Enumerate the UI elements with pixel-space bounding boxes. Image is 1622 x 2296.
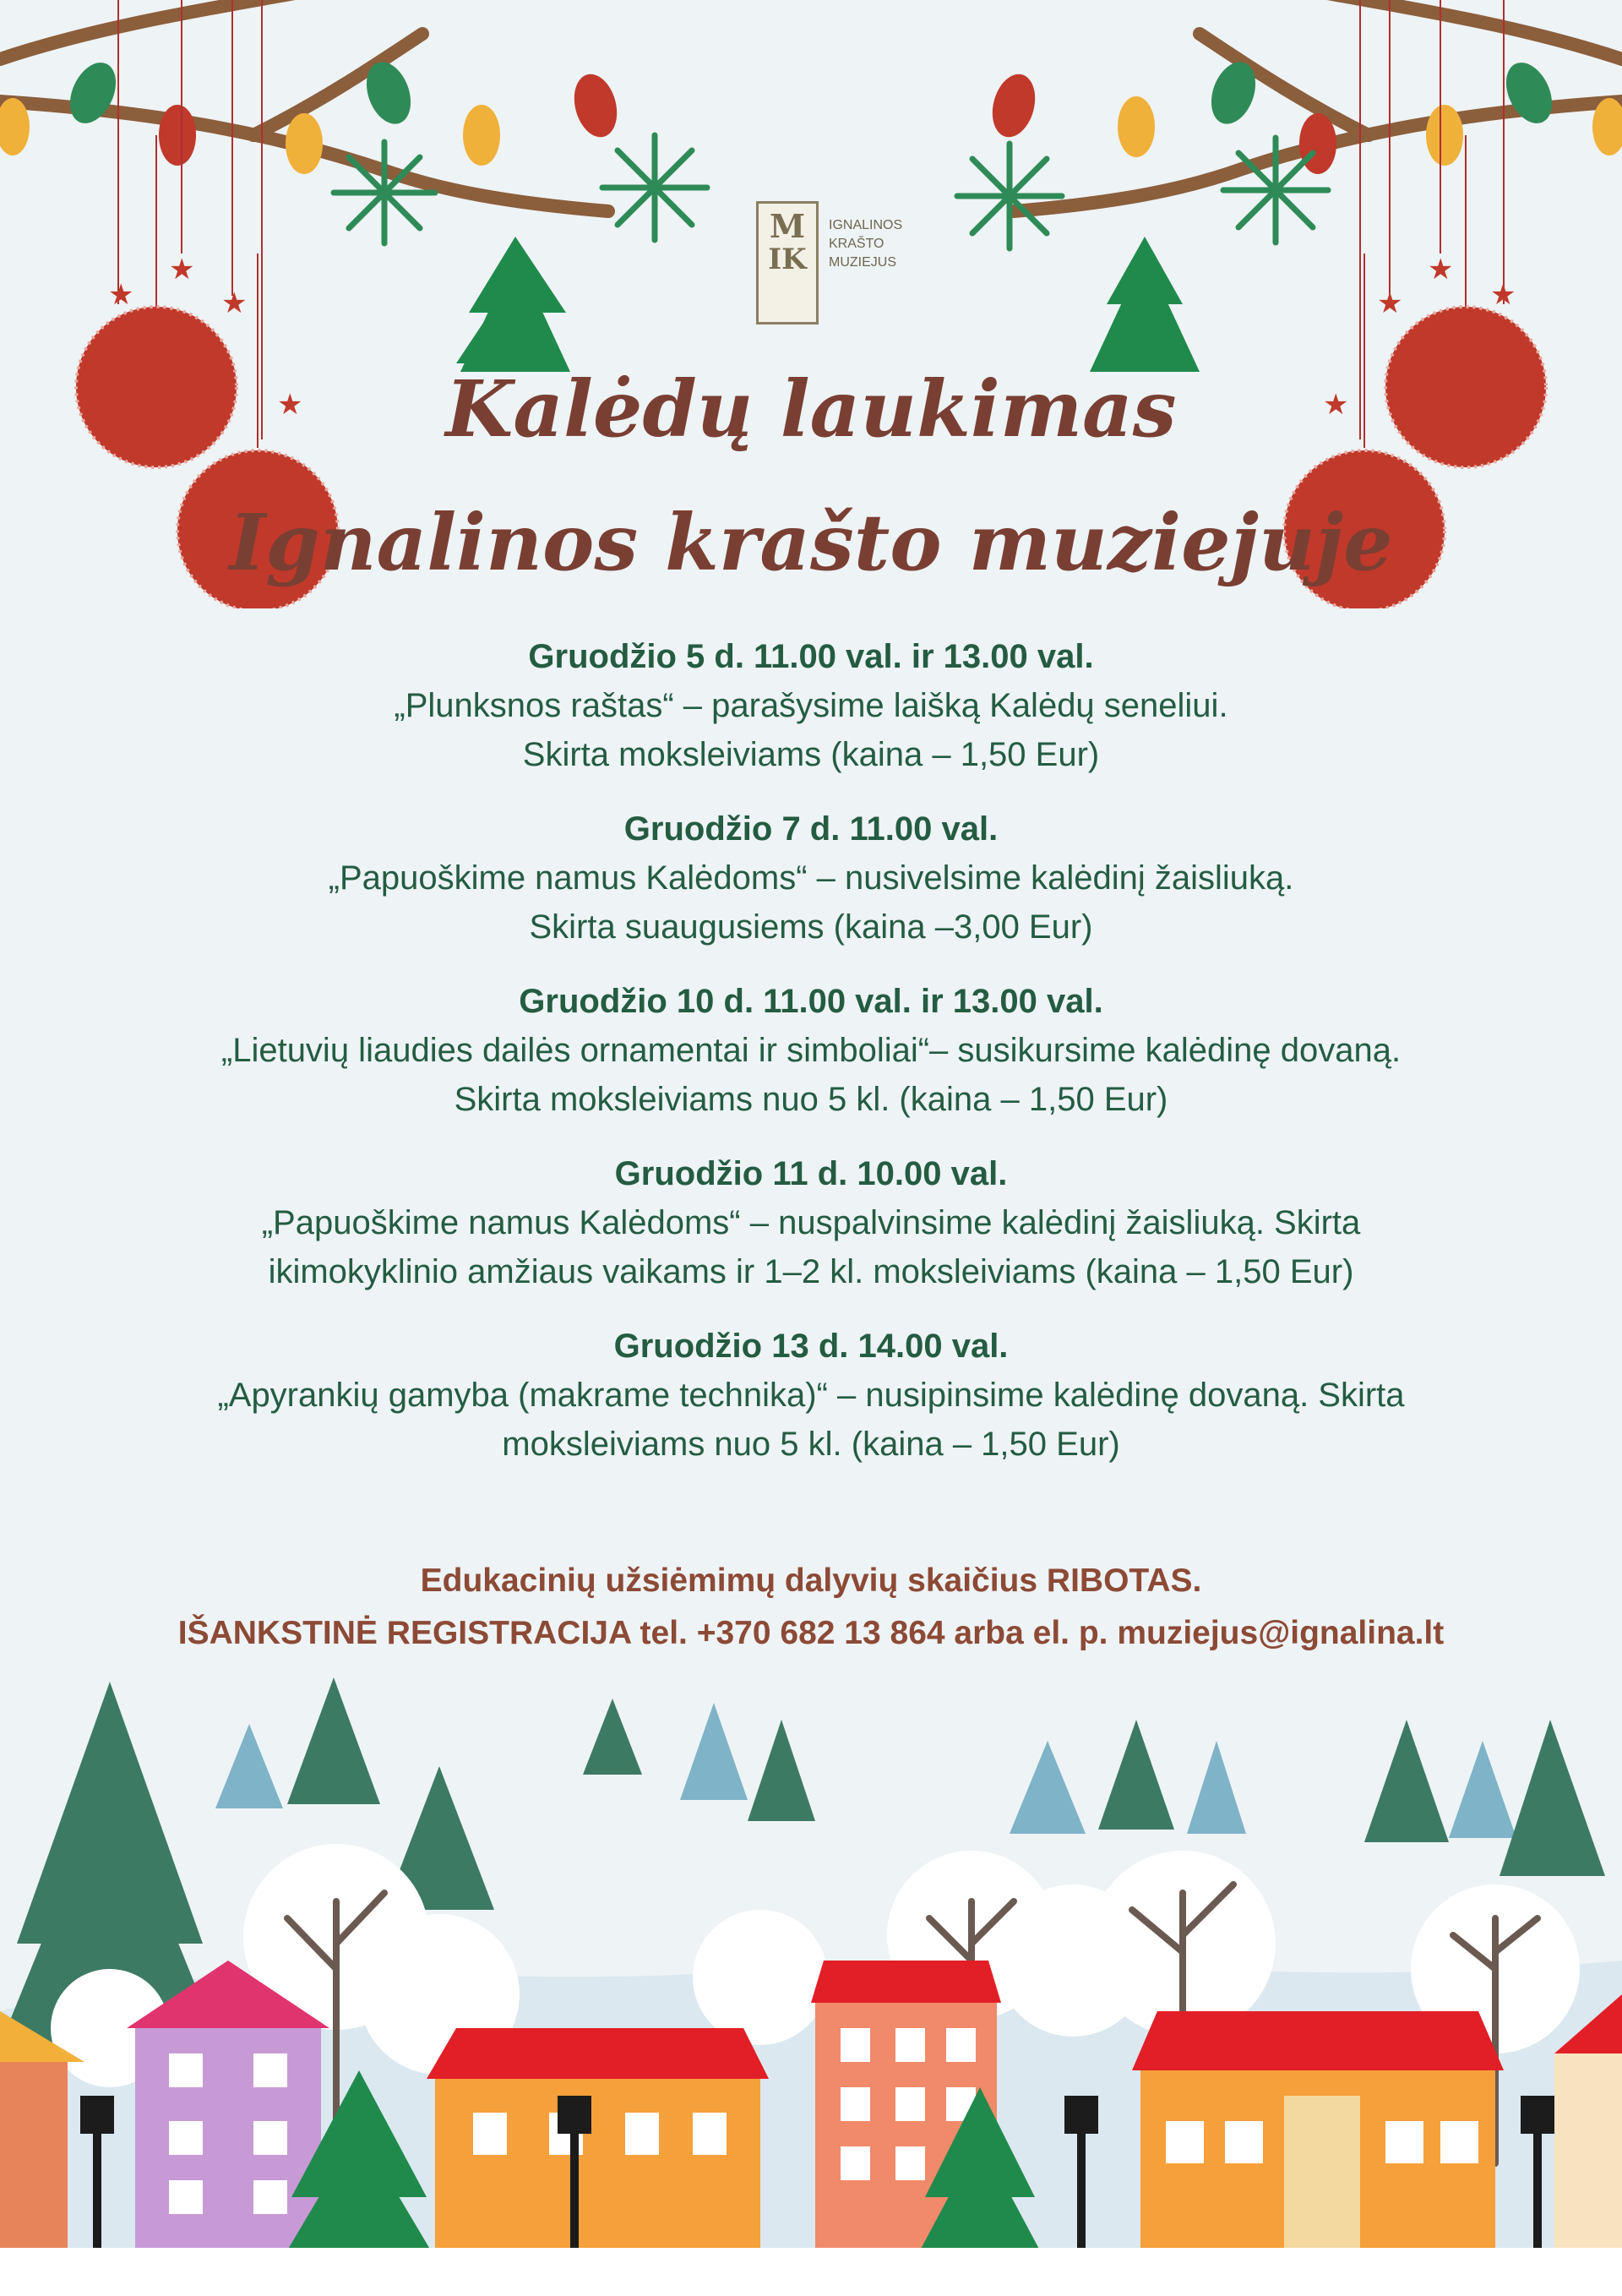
logo-line: MUZIEJUS (829, 255, 896, 270)
bulb-icon (159, 105, 196, 166)
event-description-line: „Lietuvių liaudies dailės ornamentai ir simboliai“– susikursime kalėdinę dovaną. (220, 1032, 1402, 1069)
bulb-icon (1118, 96, 1155, 157)
event-date: Gruodžio 7 d. 11.00 val. (623, 810, 999, 848)
logo-emblem-ik: IK (768, 243, 807, 276)
pine-tree-icon (1010, 1741, 1086, 1834)
street-lamps (80, 2096, 1554, 2282)
event-description-line: moksleiviams nuo 5 kl. (kaina – 1,50 Eur) (502, 1426, 1120, 1463)
snowflake-icon (334, 142, 435, 243)
event-description-line: Skirta moksleiviams nuo 5 kl. (kaina – 1,50 Eur) (454, 1081, 1168, 1118)
pine-tree-icon (680, 1703, 748, 1800)
tree-icon (1107, 237, 1183, 304)
christmas-tree-icon (912, 2138, 1048, 2265)
star-icon: ★ (1377, 286, 1403, 320)
event-item (101, 1322, 1521, 1469)
snowy-round-trees (51, 1844, 1580, 2087)
star-icon: ★ (169, 253, 195, 286)
pine-tree-icon (1449, 1741, 1516, 1838)
christmas-tree-icon (291, 2070, 427, 2197)
event-item (101, 632, 1521, 779)
pine-tree-icon (1098, 1720, 1174, 1830)
house-far-left (0, 2011, 84, 2248)
pine-tree-icon (287, 1677, 380, 1804)
background-trees (0, 1677, 1605, 2045)
event-date: Gruodžio 5 d. 11.00 val. ir 13.00 val. (528, 638, 1094, 675)
houses (0, 1961, 1622, 2248)
title-line-1: Kalėdų laukimas (445, 363, 1177, 455)
star-icon: ★ (277, 388, 303, 422)
string-lights-right (986, 55, 1622, 174)
bulb-icon (463, 105, 500, 166)
pine-tree-icon (215, 1724, 283, 1808)
bulb-icon (286, 113, 323, 174)
event-item (101, 1149, 1521, 1296)
snowflake-icon (957, 144, 1062, 248)
event-description-line: Skirta moksleiviams (kaina – 1,50 Eur) (522, 736, 1100, 773)
snow-hills (0, 1961, 1622, 2296)
bare-branches (287, 1884, 1538, 2163)
pine-tree-icon (1364, 1720, 1449, 1842)
star-icon: ★ (1323, 388, 1349, 422)
house-orange-left (427, 2028, 769, 2248)
event-description-line: „Papuoškime namus Kalėdoms“ – nusivelsime kalėdinį žaisliuką. (328, 859, 1294, 897)
event-date: Gruodžio 11 d. 10.00 val. (614, 1155, 1008, 1192)
logo-line: KRAŠTO (829, 237, 884, 251)
event-description-line: „Papuoškime namus Kalėdoms“ – nuspalvinsime kalėdinį žaisliuką. Skirta (261, 1204, 1361, 1241)
notice-line-2: IŠANKSTINĖ REGISTRACIJA tel. +370 682 13 864 arba el. p. muziejus@ignalina.lt (177, 1615, 1445, 1651)
notice-line-1: Edukacinių užsiėmimų dalyvių skaičius RIBOTAS. (420, 1562, 1202, 1599)
pine-tree-icon (384, 1766, 494, 1910)
pine-tree-icon (1187, 1741, 1246, 1834)
registration-notice (51, 1555, 1571, 1660)
bulb-icon (1497, 55, 1561, 130)
event-description-line: „Apyrankių gamyba (makrame technika)“ – nusipinsime kalėdinę dovaną. Skirta (217, 1377, 1405, 1414)
logo-emblem (756, 201, 819, 324)
bulb-icon (986, 69, 1042, 142)
event-date: Gruodžio 10 d. 11.00 val. ir 13.00 val. (519, 983, 1103, 1020)
star-icon: ★ (108, 278, 134, 312)
house-far-right (1554, 1994, 1622, 2248)
star-icon: ★ (1490, 278, 1516, 312)
pine-tree-icon (748, 1720, 815, 1821)
star-icon: ★ (1428, 253, 1454, 286)
event-description-line: Skirta suaugusiems (kaina –3,00 Eur) (529, 908, 1093, 946)
pine-tree-icon (17, 1682, 203, 1944)
house-purple (127, 1961, 329, 2248)
pine-tree-icon (1500, 1720, 1605, 1876)
christmas-tree-icon (279, 2130, 439, 2265)
house-salmon (811, 1961, 1001, 2248)
string-lights-left (0, 55, 623, 174)
event-item (101, 977, 1521, 1124)
house-orange-right (1132, 2011, 1504, 2248)
logo-text (829, 216, 902, 272)
event-date: Gruodžio 13 d. 14.00 val. (613, 1328, 1009, 1365)
logo-line: IGNALINOS (829, 218, 903, 232)
event-description-line: ikimokyklinio amžiaus vaikams ir 1–2 kl. moksleiviams (kaina – 1,50 Eur) (268, 1253, 1354, 1290)
logo-emblem-m: M (769, 207, 806, 245)
title-line-2: Ignalinos krašto muziejuje (229, 497, 1393, 588)
event-list (101, 632, 1521, 1494)
event-item (101, 804, 1521, 952)
star-icon: ★ (221, 286, 248, 320)
pine-tree-icon (583, 1699, 642, 1775)
christmas-trees (279, 2070, 1048, 2265)
bulb-icon (61, 55, 125, 130)
museum-logo (756, 201, 917, 328)
christmas-tree-icon (925, 2087, 1035, 2197)
bulb-icon (568, 69, 623, 142)
event-description-line: „Plunksnos raštas“ – parašysime laišką Kalėdų seneliui. (394, 687, 1228, 724)
snowflake-icon (1223, 138, 1328, 243)
pine-tree-icon (0, 1775, 220, 2045)
snowflake-icon (602, 135, 707, 240)
ground-snow (0, 2248, 1622, 2296)
bulb-icon (1426, 105, 1463, 166)
